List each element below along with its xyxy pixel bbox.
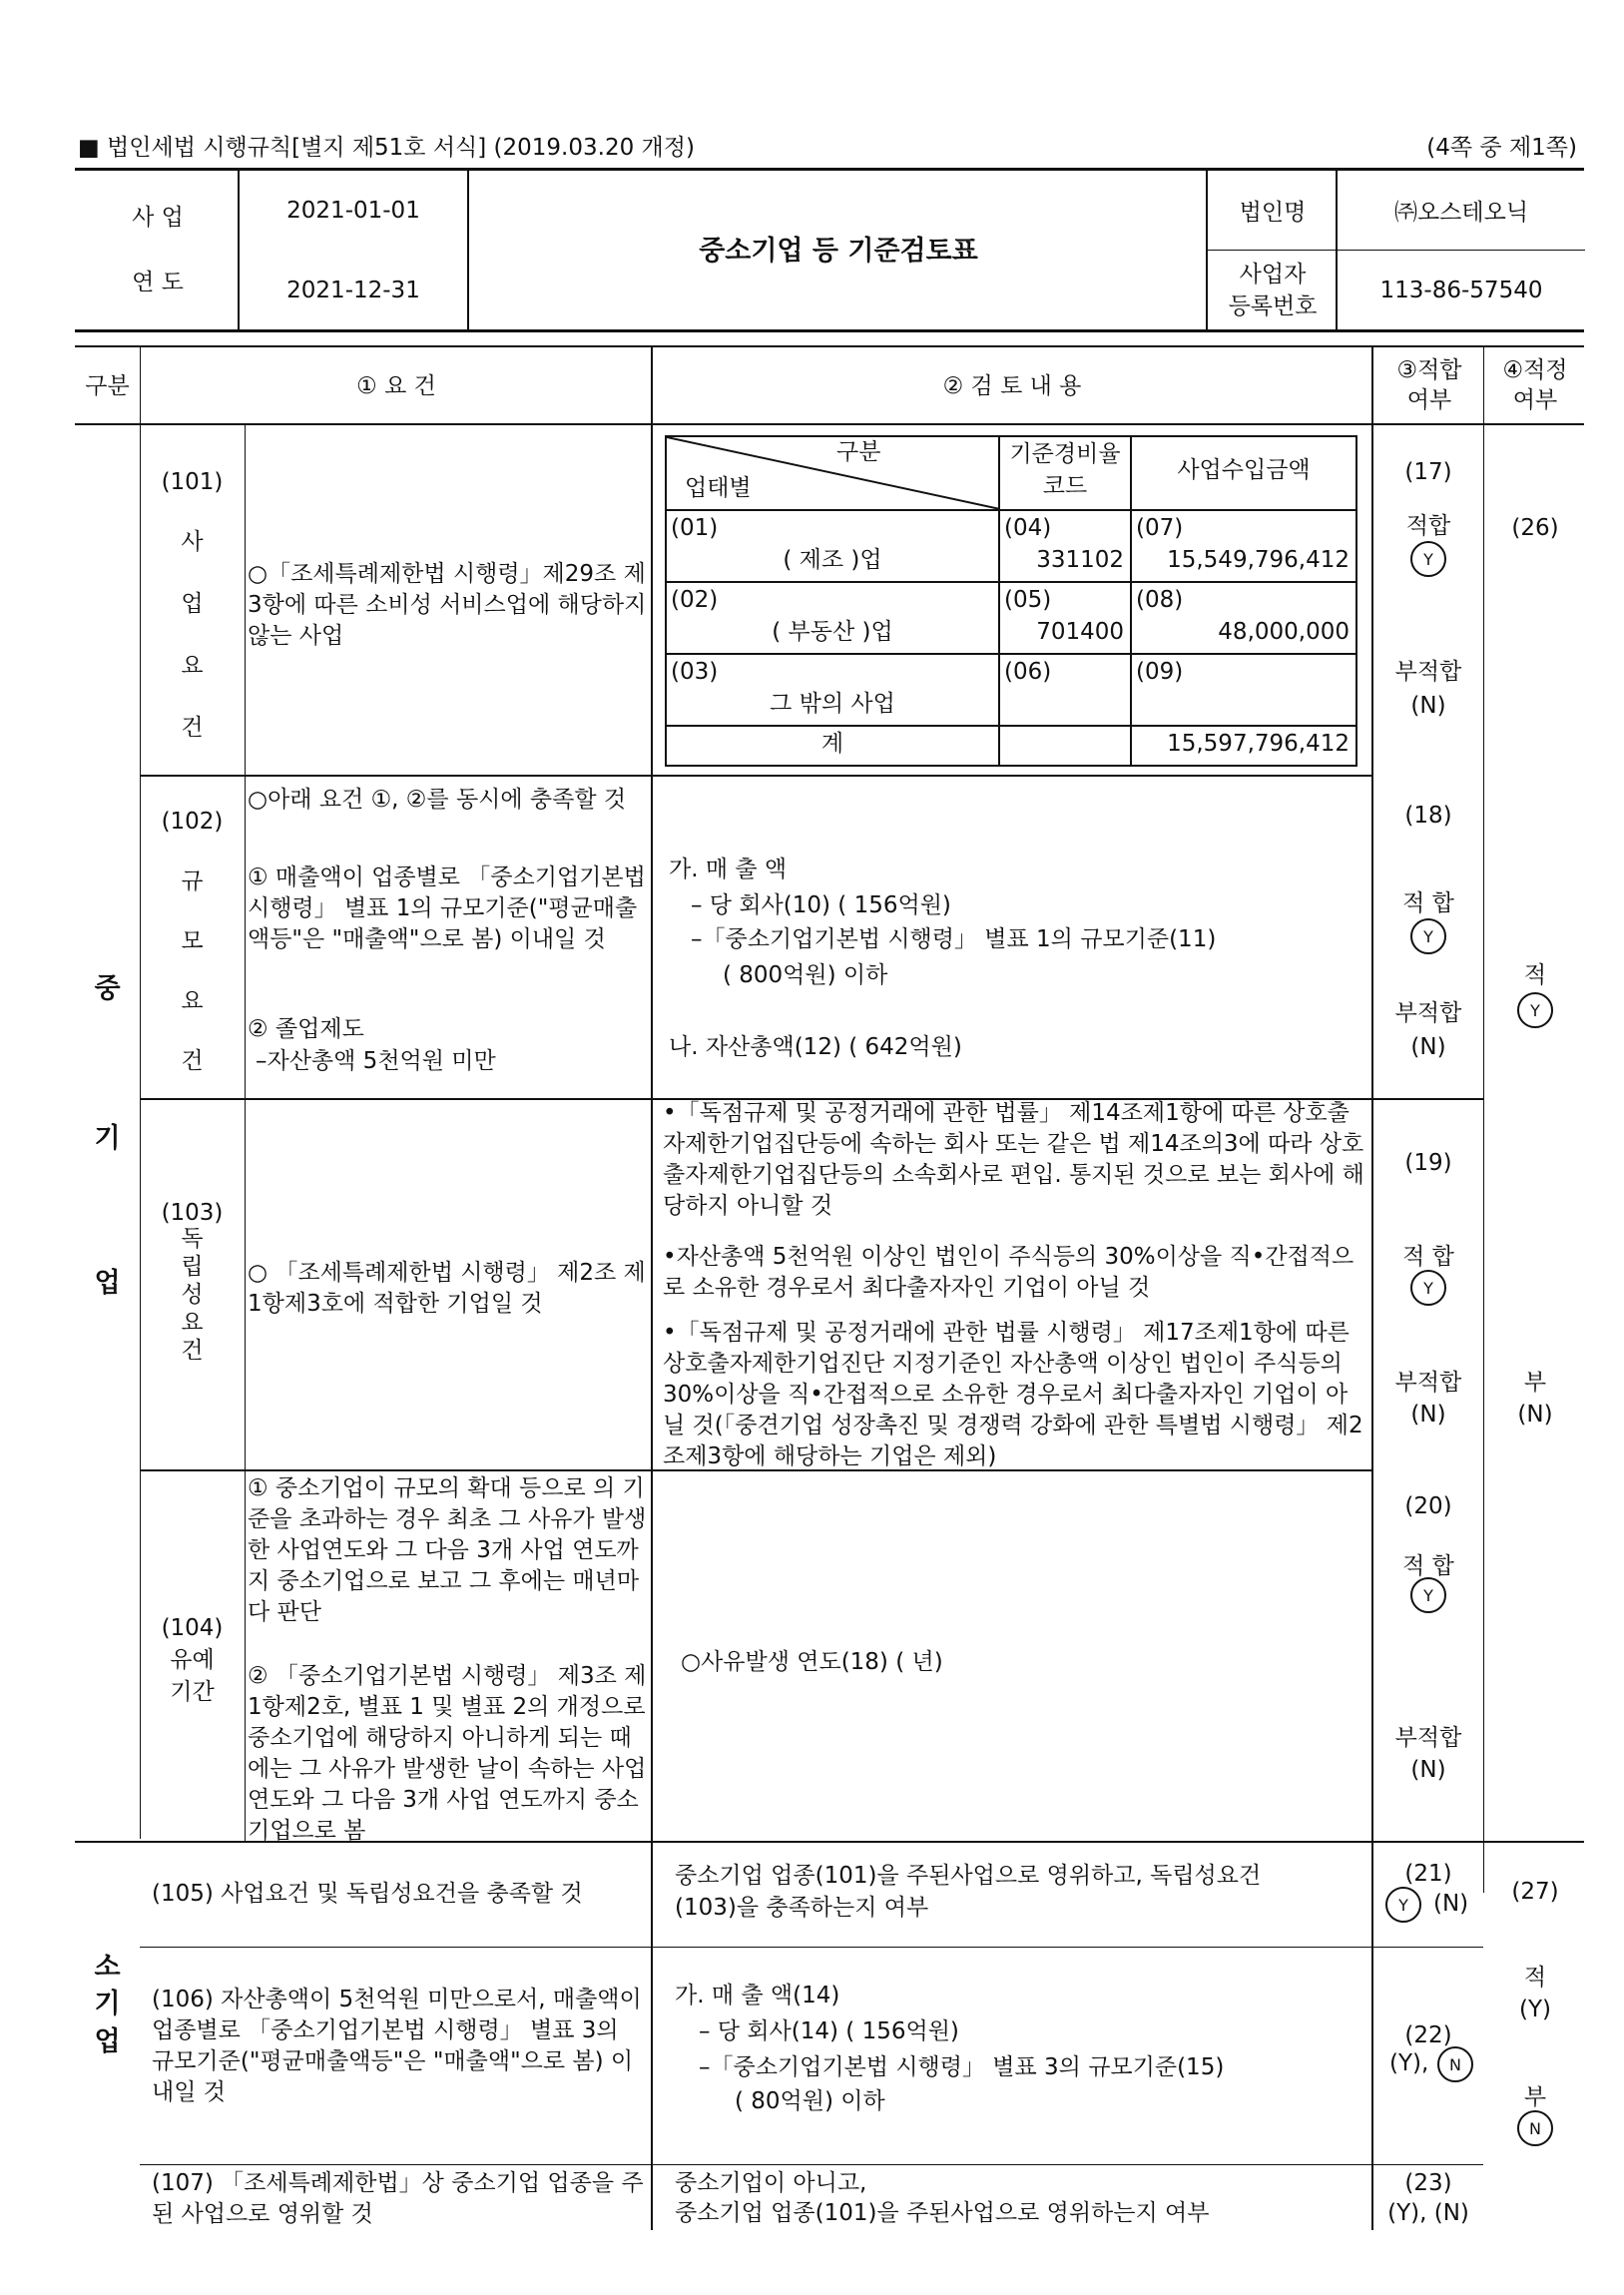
table-header-industry: 업태별 [685,475,752,501]
r103-review-2: •자산총액 5천억원 이상인 법인이 주식등의 30%이상을 직•간접적으로 소유한 경우로서 최다출자자인 기업이 아닐 것 [663,1244,1354,1301]
row1-amt-no: (07) [1136,515,1184,541]
form-header-title: ■ 법인세법 시행규칙[별지 제51호 서식] (2019.03.20 개정) [78,135,695,161]
table-header-code-2: 코드 [1042,473,1088,499]
col-review: ② 검 토 내 용 [942,373,1082,399]
r101-label-4: 건 [181,715,204,741]
r106-ok-y: (Y) [1519,1997,1551,2022]
r102-req-3: ② 졸업제도 [248,1016,364,1042]
r103-label-3: 성 [181,1282,204,1308]
r104-review: ○사유발생 연도(18) ( 년) [681,1649,943,1675]
r107-review-2: 중소기업 업종(101)을 주된사업으로 영위하는지 여부 [675,2200,1210,2226]
section-sme-3: 업 [94,1268,121,1299]
r102-review-a: 가. 매 출 액 [669,857,788,882]
r102-label-4: 건 [181,1048,204,1074]
row1-code-no: (04) [1004,515,1052,541]
doc-title: 중소기업 등 기준검토표 [699,236,978,267]
r104-req-1: ① 중소기업이 규모의 확대 등으로 의 기준을 초과하는 경우 최초 그 사유가 발생한 사업연도와 그 다음 3개 사업 연도까지 중소기업으로 보고 그 후에는 매년마다 판단 [248,1475,647,1625]
table-header-code-1: 기준경비율 [1009,441,1121,467]
r103-review-3: •「독점규제 및 공정거래에 관한 법률 시행령」 제17조제1항에 따른 상호출자제한기업진단 지정기준인 자산총액 이상인 법인이 주식등의 30%이상을 직•간접적으로 소유한 경우로서 최다출자자인 기업이 아닐 것(「중견기업 성장촉진 및 경쟁력 강화에 관한 특별법 시행령」 제2조제3항에 해당하는 기업은 제외) [663,1320,1363,1469]
r102-review-b: 나. 자산총액(12) ( 642억원) [669,1034,962,1060]
corp-name-label: 법인명 [1239,200,1307,226]
row3-code-no: (06) [1004,659,1052,685]
row1-name: ( 제조 )업 [783,547,882,573]
r106-review-a: 가. 매 출 액(14) [675,1983,840,2008]
row2-amount: 48,000,000 [1218,619,1350,645]
reg-number-label-2: 등록번호 [1228,293,1318,319]
r102-review-a2: –「중소기업기본법 시행령」 별표 1의 규모기준(11) [691,926,1217,952]
r104-fit-no-label: 부적합 [1394,1725,1462,1751]
col-category: 구분 [85,373,130,399]
r105-ok-number: (27) [1511,1879,1559,1905]
r107-requirement: (107) 「조세특례제한법」상 중소기업 업종을 주된 사업으로 영위할 것 [152,2170,644,2227]
r104-fit-y-circled: Y [1373,1577,1483,1613]
r106-requirement: (106) 자산총액이 5천억원 미만으로서, 매출액이 업종별로 「중소기업기본법 시행령」 별표 3의 규모기준("평균매출액등"은 "매출액"으로 봄) 이내일 것 [152,1987,642,2105]
r105-fit-n: (N) [1433,1891,1469,1917]
corp-name: ㈜오스테오닉 [1393,200,1529,226]
r103-fit-yes: 적 합 [1402,1244,1454,1270]
r101-label-3: 요 [181,653,204,679]
section-small-1: 소 [94,1952,121,1983]
r101-label-1: 사 [181,529,204,555]
r103-label-2: 립 [181,1254,204,1280]
row1-amount: 15,549,796,412 [1167,547,1350,573]
r101-fit-no-label: 부적합 [1394,659,1462,685]
r101-fit-yes: 적합 [1405,513,1451,539]
col-ok-2: 여부 [1512,387,1558,413]
r107-fit-yn: (Y), (N) [1387,2200,1469,2226]
r102-fit-y-circled: Y [1373,918,1483,954]
r102-label-1: 규 [181,868,204,894]
r102-req-1: ○아래 요건 ①, ②를 동시에 충족할 것 [248,787,627,813]
r105-review-1: 중소기업 업종(101)을 주된사업으로 영위하고, 독립성요건 [675,1863,1262,1889]
row3-no: (03) [671,659,719,685]
r105-fit-y-circled: Y [1385,1887,1421,1923]
table-header-amount: 사업수입금액 [1177,457,1311,483]
r101-requirement: ○「조세특례제한법 시행령」제29조 제3항에 따른 소비성 서비스업에 해당하지 않는 사업 [248,561,647,649]
r104-label-2: 기간 [170,1679,215,1705]
col-fit-1: ③적합 [1396,357,1462,383]
r102-label-2: 모 [181,928,204,954]
r103-fit-y-circled: Y [1373,1270,1483,1306]
row2-no: (02) [671,587,719,613]
r106-fit-n-circled: N [1437,2046,1473,2082]
col-ok-1: ④적정 [1502,357,1568,383]
period-end: 2021-12-31 [286,278,420,303]
header-rule [75,168,1584,171]
r103-label-1: 독 [181,1226,204,1252]
r101-fit-y-circled: Y [1373,541,1483,577]
fiscal-year-label-2: 연 도 [132,270,184,295]
col-requirement: ① 요 건 [356,373,436,399]
r103-ok-n: (N) [1517,1402,1553,1428]
r101-number: (101) [161,469,224,495]
r102-req-2: ① 매출액이 업종별로 「중소기업기본법 시행령」 별표 1의 규모기준("평균매출액등"은 "매출액"으로 봄) 이내일 것 [248,864,646,952]
r103-ok-label: 부 [1523,1370,1547,1396]
r107-review-1: 중소기업이 아니고, [675,2170,867,2196]
r104-fit-n: (N) [1410,1757,1446,1783]
r101-ok-number: (26) [1511,515,1559,541]
r102-fit-no-label: 부적합 [1394,1000,1462,1026]
r101-fit-number: (17) [1404,459,1452,485]
r102-fit-yes: 적 합 [1402,890,1454,916]
r106-ok-n-circled: N [1485,2110,1585,2146]
r102-review-a1: – 당 회사(10) ( 156억원) [691,892,951,918]
r104-req-2: ② 「중소기업기본법 시행령」 제3조 제1항제2호, 별표 1 및 별표 2의 개정으로 중소기업에 해당하지 아니하게 되는 때에는 그 사유가 발생한 날이 속하는 사업연도와 그 다음 3개 사업 연도까지 중소기업으로 봄 [248,1663,647,1844]
r103-requirement: ○ 「조세특례제한법 시행령」 제2조 제1항제3호에 적합한 기업일 것 [248,1260,646,1317]
r103-label-4: 요 [181,1310,204,1336]
r106-ok-label-2: 부 [1523,2084,1547,2110]
row2-amt-no: (08) [1136,587,1184,613]
r106-review-a1: – 당 회사(14) ( 156억원) [699,2018,959,2044]
total-amount: 15,597,796,412 [1167,731,1350,757]
table-header-gubun: 구분 [836,439,881,465]
r106-review-a2: –「중소기업기본법 시행령」 별표 3의 규모기준(15) [699,2054,1225,2080]
r102-review-a3: ( 800억원) 이하 [723,962,888,988]
r103-number: (103) [161,1200,224,1226]
fiscal-year-label-1: 사 업 [132,205,184,231]
section-sme-2: 기 [94,1123,121,1154]
r106-fit-y: (Y), [1389,2050,1429,2076]
r103-label-5: 건 [181,1338,204,1364]
section-small-2: 기 [94,1989,121,2019]
r102-req-4: –자산총액 5천억원 미만 [256,1048,496,1074]
row2-code: 701400 [1036,619,1124,645]
r106-ok-label: 적 [1523,1965,1547,1991]
col-fit-2: 여부 [1406,387,1452,413]
reg-number: 113-86-57540 [1379,278,1543,303]
r104-number: (104) [161,1615,224,1641]
business-income-table [665,435,1357,767]
r105-requirement: (105) 사업요건 및 독립성요건을 충족할 것 [152,1881,583,1907]
r105-review-2: (103)을 충족하는지 여부 [675,1895,929,1921]
r103-review-1: •「독점규제 및 공정거래에 관한 법률」 제14조제1항에 따른 상호출자제한기업집단등에 속하는 회사 또는 같은 법 제14조의3에 따라 상호출자제한기업집단등의 소속회사로 편입. 통지된 것으로 보는 회사에 해당하지 아니할 것 [663,1100,1364,1219]
r102-number: (102) [161,809,224,835]
r104-label-1: 유예 [170,1647,215,1673]
r101-label-2: 업 [181,591,204,617]
r104-fit-yes: 적 합 [1402,1553,1454,1579]
section-sme-1: 중 [94,973,121,1004]
row1-no: (01) [671,515,719,541]
r103-fit-number: (19) [1404,1150,1452,1176]
row2-code-no: (05) [1004,587,1052,613]
r103-fit-n: (N) [1410,1402,1446,1428]
r105-fit-number: (21) [1404,1861,1452,1887]
r103-fit-no-label: 부적합 [1394,1370,1462,1396]
row2-name: ( 부동산 )업 [772,619,893,645]
section-small-3: 업 [94,2026,121,2057]
r107-fit-number: (23) [1404,2170,1452,2196]
form-page-number: (4쪽 중 제1쪽) [1426,135,1577,161]
reg-number-label-1: 사업자 [1239,262,1307,287]
row3-name: 그 밖의 사업 [770,691,895,717]
r102-label-3: 요 [181,988,204,1014]
r101-fit-n: (N) [1410,693,1446,719]
r102-ok-y-circled: Y [1485,992,1585,1028]
r104-fit-number: (20) [1404,1493,1452,1519]
r106-review-a3: ( 80억원) 이하 [735,2088,885,2114]
row1-code: 331102 [1036,547,1124,573]
r102-fit-n: (N) [1410,1034,1446,1060]
r102-ok-label: 적 [1523,962,1547,988]
total-label: 계 [820,731,844,757]
row3-amt-no: (09) [1136,659,1184,685]
r102-fit-number: (18) [1404,803,1452,829]
period-start: 2021-01-01 [286,198,420,224]
r106-fit-number: (22) [1404,2022,1452,2048]
